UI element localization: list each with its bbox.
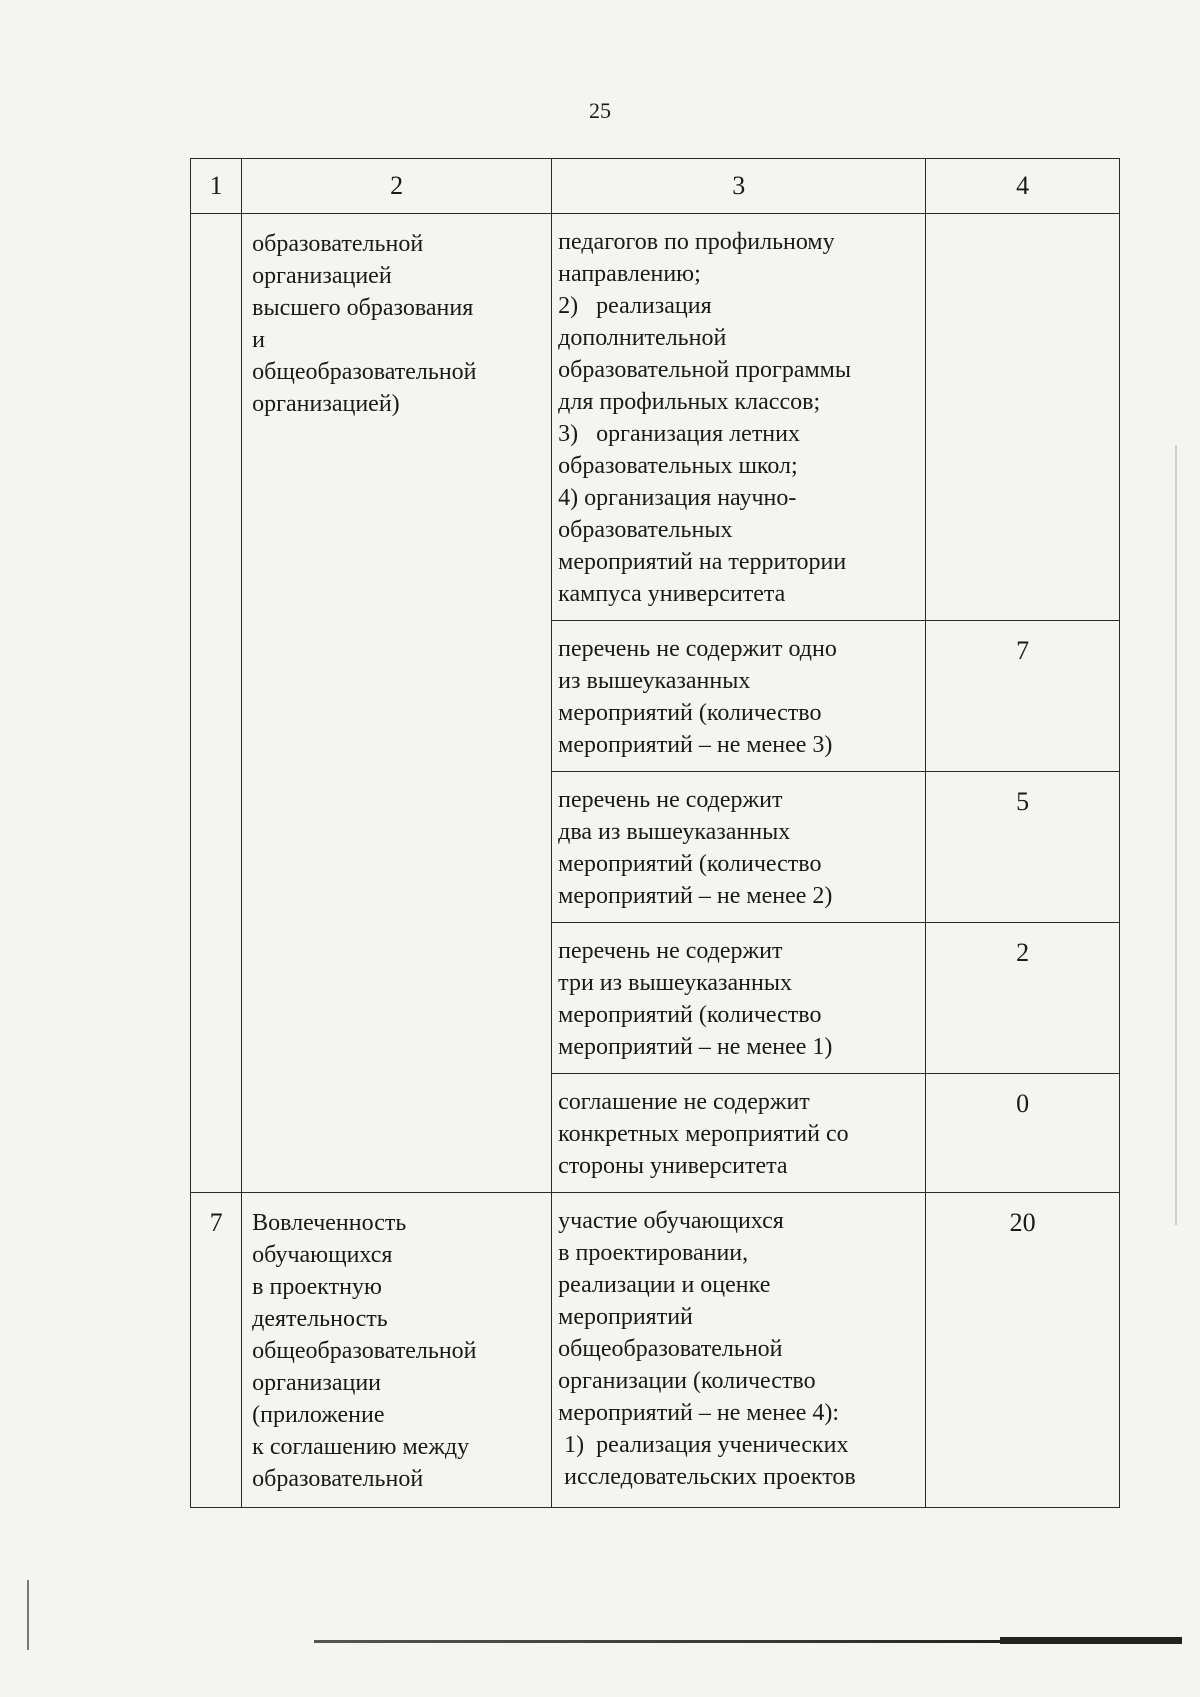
text-line: общеобразовательной [558, 1336, 783, 1362]
header-col-1: 1 [191, 159, 242, 214]
text-line: образовательных школ; [558, 453, 798, 479]
header-col-3: 3 [552, 159, 926, 214]
text-line: в проектную [252, 1274, 382, 1300]
text-line: образовательной [252, 1466, 424, 1492]
text-line: мероприятий – не менее 2) [558, 883, 833, 909]
scan-edge-mark [27, 1580, 29, 1650]
text-line: 1) реализация ученических [558, 1432, 849, 1458]
row-number-cell: 7 [191, 1193, 242, 1508]
text-line: стороны университета [558, 1153, 788, 1179]
text-line: организации [252, 1370, 382, 1396]
text-line: Вовлеченность [252, 1210, 407, 1236]
criteria-table [190, 158, 1120, 1508]
text-line: дополнительной [558, 325, 727, 351]
indicator-cell [552, 621, 926, 772]
text-line: педагогов по профильному [558, 229, 835, 255]
text-line: обучающихся [252, 1242, 393, 1268]
indicator-cell [552, 1193, 926, 1508]
table-row [191, 1193, 1120, 1508]
text-line: перечень не содержит одно [558, 636, 837, 662]
indicator-cell [552, 772, 926, 923]
text-line: реализации и оценке [558, 1272, 771, 1298]
text-line: участие обучающихся [558, 1208, 784, 1234]
text-line: 4) организация научно- [558, 485, 797, 511]
indicator-cell [552, 1074, 926, 1193]
text-line: для профильных классов; [558, 389, 821, 415]
text-line: деятельность [252, 1306, 388, 1332]
text-line: мероприятий (количество [558, 700, 822, 726]
text-line: образовательных [558, 517, 733, 543]
text-line: два из вышеуказанных [558, 819, 791, 845]
text-line: соглашение не содержит [558, 1089, 810, 1115]
text-line: из вышеуказанных [558, 668, 751, 694]
criterion-cell [242, 214, 552, 1193]
indicator-cell [552, 214, 926, 621]
text-line: организацией) [252, 391, 400, 417]
text-line: мероприятий (количество [558, 851, 822, 877]
text-line: кампуса университета [558, 581, 786, 607]
text-line: три из вышеуказанных [558, 970, 792, 996]
text-line: общеобразовательной [252, 359, 477, 385]
text-line: и [252, 327, 265, 353]
text-line: исследовательских проектов [558, 1464, 856, 1490]
score-cell: 0 [926, 1074, 1120, 1193]
text-line: конкретных мероприятий со [558, 1121, 849, 1147]
text-line: мероприятий на территории [558, 549, 847, 575]
text-line: перечень не содержит [558, 787, 783, 813]
table-header-row [191, 159, 1120, 214]
page-number: 25 [589, 98, 611, 123]
text-line: перечень не содержит [558, 938, 783, 964]
score-cell: 5 [926, 772, 1120, 923]
text-line: (приложение [252, 1402, 385, 1428]
text-line: высшего образования [252, 295, 474, 321]
score-cell: 2 [926, 923, 1120, 1074]
score-cell: 7 [926, 621, 1120, 772]
text-line: 2) реализация [558, 293, 712, 319]
text-line: организации (количество [558, 1368, 816, 1394]
text-line: организацией [252, 263, 392, 289]
text-line: мероприятий – не менее 1) [558, 1034, 833, 1060]
text-line: общеобразовательной [252, 1338, 477, 1364]
text-line: мероприятий – не менее 3) [558, 732, 833, 758]
text-line: направлению; [558, 261, 701, 287]
header-col-4: 4 [926, 159, 1120, 214]
text-line: в проектировании, [558, 1240, 749, 1266]
row-number-cell [191, 214, 242, 1193]
score-cell: 20 [926, 1193, 1120, 1508]
text-line: образовательной [252, 231, 424, 257]
scan-margin-line [1175, 445, 1177, 1225]
indicator-cell [552, 923, 926, 1074]
bottom-rule-thick [1000, 1637, 1182, 1644]
text-line: образовательной программы [558, 357, 851, 383]
text-line: мероприятий [558, 1304, 693, 1330]
text-line: 3) организация летних [558, 421, 800, 447]
text-line: мероприятий (количество [558, 1002, 822, 1028]
header-col-2: 2 [242, 159, 552, 214]
text-line: мероприятий – не менее 4): [558, 1400, 840, 1426]
criterion-cell [242, 1193, 552, 1508]
table-row [191, 214, 1120, 621]
score-cell [926, 214, 1120, 621]
text-line: к соглашению между [252, 1434, 470, 1460]
